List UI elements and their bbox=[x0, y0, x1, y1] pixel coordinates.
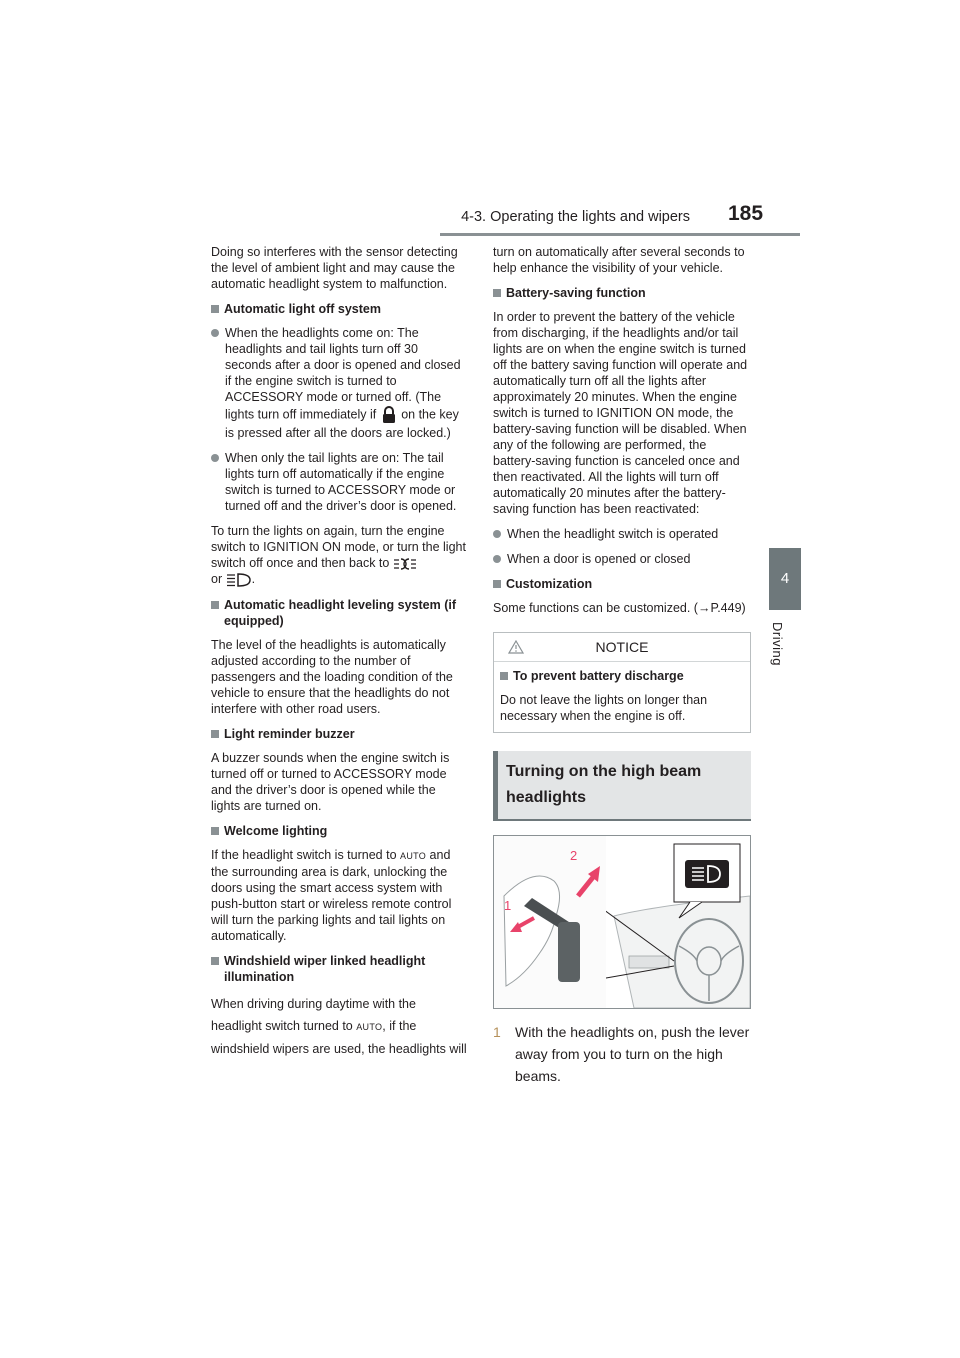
square-bullet-icon bbox=[211, 730, 219, 738]
page-number: 185 bbox=[728, 202, 764, 225]
notice-body bbox=[494, 662, 750, 732]
auto-icon: AUTO bbox=[400, 850, 427, 861]
list-item: When a door is opened or closed bbox=[493, 551, 751, 567]
battery-text: In order to prevent the battery of the vehicle from discharging, if the headlights and/or tail lights are on when the engine switch is turned off the battery saving function will operate and automatically turn off all the lights after approximately 20 minutes. When the engine switch is turned to IGNITION ON mode, the battery-saving function will be disabled. When any of the following are performed, the battery-saving function is canceled once and then reactivated. All the lights will turn off automatically 20 minutes after the battery- saving function has been reactivated: bbox=[493, 310, 748, 516]
square-bullet-icon bbox=[211, 305, 219, 313]
circle-bullet-icon bbox=[211, 329, 219, 337]
square-bullet-icon bbox=[211, 601, 219, 609]
auto-off-heading: Automatic light off system bbox=[211, 301, 467, 317]
chapter-tab[interactable]: 4 bbox=[769, 548, 801, 610]
list-item: When the headlight switch is operated bbox=[493, 526, 751, 542]
notice-heading: To prevent battery discharge bbox=[500, 668, 744, 684]
leveling-text: The level of the headlights is automatically adjusted according to the number of passengers and the loading condition of the vehicle to ensure that the headlights do not interfere with other road users. bbox=[211, 637, 453, 716]
customization-heading: Customization bbox=[493, 576, 751, 592]
page-reference-link[interactable]: Some functions can be customized. (→P.449) bbox=[493, 601, 746, 615]
notice-box bbox=[493, 632, 751, 733]
section-accent bbox=[493, 751, 498, 819]
square-bullet-icon bbox=[211, 827, 219, 835]
circle-bullet-icon bbox=[211, 454, 219, 462]
figure-label-2: 2 bbox=[570, 848, 578, 863]
figure-label-1: 1 bbox=[504, 898, 512, 913]
headlight-icon bbox=[226, 572, 252, 588]
buzzer-text: A buzzer sounds when the engine switch is turned off or turned to ACCESSORY mode and the driver’s door is opened while the lights are turned on. bbox=[211, 750, 450, 813]
customization-text bbox=[493, 600, 751, 616]
section-heading-bar bbox=[493, 751, 751, 821]
square-bullet-icon bbox=[493, 289, 501, 297]
square-bullet-icon bbox=[500, 672, 508, 680]
wiper-heading: Windshield wiper linked headlight illumination bbox=[211, 953, 467, 985]
wiper-text: When driving during daytime with the headlight switch turned to AUTO, if the windshield wipers are used, the headlights will bbox=[211, 996, 467, 1056]
notice-text: Do not leave the lights on longer than necessary when the engine is off. bbox=[500, 693, 708, 723]
warning-icon bbox=[508, 640, 524, 654]
left-column bbox=[211, 244, 467, 1069]
right-column bbox=[493, 244, 751, 1087]
leveling-heading: Automatic headlight leveling system (if equipped) bbox=[211, 597, 467, 629]
section-heading: Turning on the high beam headlights bbox=[506, 763, 702, 806]
welcome-text: If the headlight switch is turned to AUTO and the surrounding area is dark, unlocking the doors using the smart access system with push-button start or wireless remote control will turn the parking lights and tail lights on automatically. bbox=[211, 847, 452, 943]
step-item bbox=[493, 1021, 751, 1087]
step-number: 1 bbox=[493, 1024, 501, 1040]
list-item: When only the tail lights are on: The tail lights turn off automatically if the engine switch is turned to ACCESSORY mode or turned off and the driver’s door is opened. bbox=[211, 450, 467, 514]
lock-icon bbox=[380, 405, 398, 425]
notice-header bbox=[494, 633, 750, 662]
continued-text: turn on automatically after several seconds to help enhance the visibility of your vehicle. bbox=[493, 245, 745, 275]
header-rule bbox=[440, 233, 800, 236]
high-beam-illustration bbox=[493, 835, 751, 1009]
battery-heading: Battery-saving function bbox=[493, 285, 751, 301]
reactivate-text: To turn the lights on again, turn the engine switch to IGNITION ON mode, or turn the light switch off once and then back to or . bbox=[211, 524, 466, 586]
intro-text: Doing so interferes with the sensor detecting the level of ambient light and may cause the automatic headlight system to malfunction. bbox=[211, 245, 458, 291]
chapter-label: Driving bbox=[770, 622, 785, 666]
section-title: 4-3. Operating the lights and wipers bbox=[461, 209, 690, 225]
square-bullet-icon bbox=[211, 957, 219, 965]
step-text: With the headlights on, push the lever away from you to turn on the high beams. bbox=[515, 1024, 750, 1084]
circle-bullet-icon bbox=[493, 530, 501, 538]
welcome-heading: Welcome lighting bbox=[211, 823, 467, 839]
circle-bullet-icon bbox=[493, 555, 501, 563]
buzzer-heading: Light reminder buzzer bbox=[211, 726, 467, 742]
tail-light-icon bbox=[393, 557, 417, 571]
page-header bbox=[0, 0, 960, 240]
lever-illustration bbox=[494, 836, 750, 1008]
auto-icon: AUTO bbox=[356, 1021, 383, 1032]
square-bullet-icon bbox=[493, 580, 501, 588]
notice-title: NOTICE bbox=[595, 639, 649, 655]
list-item: When the headlights come on: The headlights and tail lights turn off 30 seconds after a door is opened and closed if the engine switch is turned to ACCESSORY mode or turned off. (The lights turn off immediately if on the key is pressed after all the doors are locked.) bbox=[211, 325, 467, 441]
